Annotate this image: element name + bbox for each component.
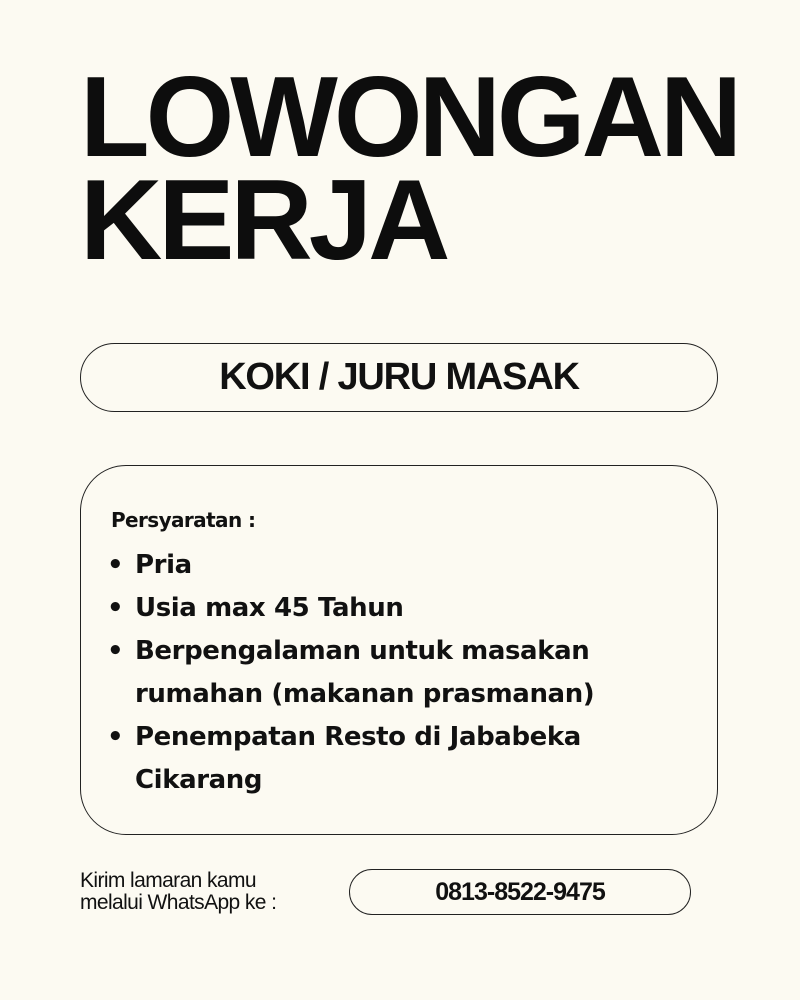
requirement-item <box>105 716 695 802</box>
requirement-text: Berpengalaman untuk masakan rumahan (makanan prasmanan) <box>135 636 595 709</box>
requirements-card <box>80 465 718 835</box>
requirement-item <box>105 544 695 587</box>
requirement-text: Pria <box>135 550 192 580</box>
bullet-icon: • <box>107 636 124 666</box>
contact-note <box>80 870 340 914</box>
requirement-text: Penempatan Resto di Jababeka Cikarang <box>135 722 581 795</box>
whatsapp-number[interactable]: 0813-8522-9475 <box>435 877 605 906</box>
bullet-icon: • <box>107 722 124 752</box>
requirements-list <box>105 544 695 802</box>
contact-note-line-1: Kirim lamaran kamu <box>80 869 256 892</box>
headline <box>80 54 740 284</box>
position-badge <box>80 343 718 412</box>
contact-note-line-2: melalui WhatsApp ke : <box>80 891 277 914</box>
headline-line-2: KERJA <box>80 157 447 284</box>
whatsapp-number-badge[interactable] <box>349 869 691 915</box>
bullet-icon: • <box>107 550 124 580</box>
requirement-item <box>105 587 695 630</box>
bullet-icon: • <box>107 593 124 623</box>
requirements-title: Persyaratan : <box>111 508 256 532</box>
position-label: KOKI / JURU MASAK <box>219 356 579 398</box>
requirement-item <box>105 630 695 716</box>
headline-line-1: LOWONGAN <box>80 54 739 181</box>
requirement-text: Usia max 45 Tahun <box>135 593 404 623</box>
